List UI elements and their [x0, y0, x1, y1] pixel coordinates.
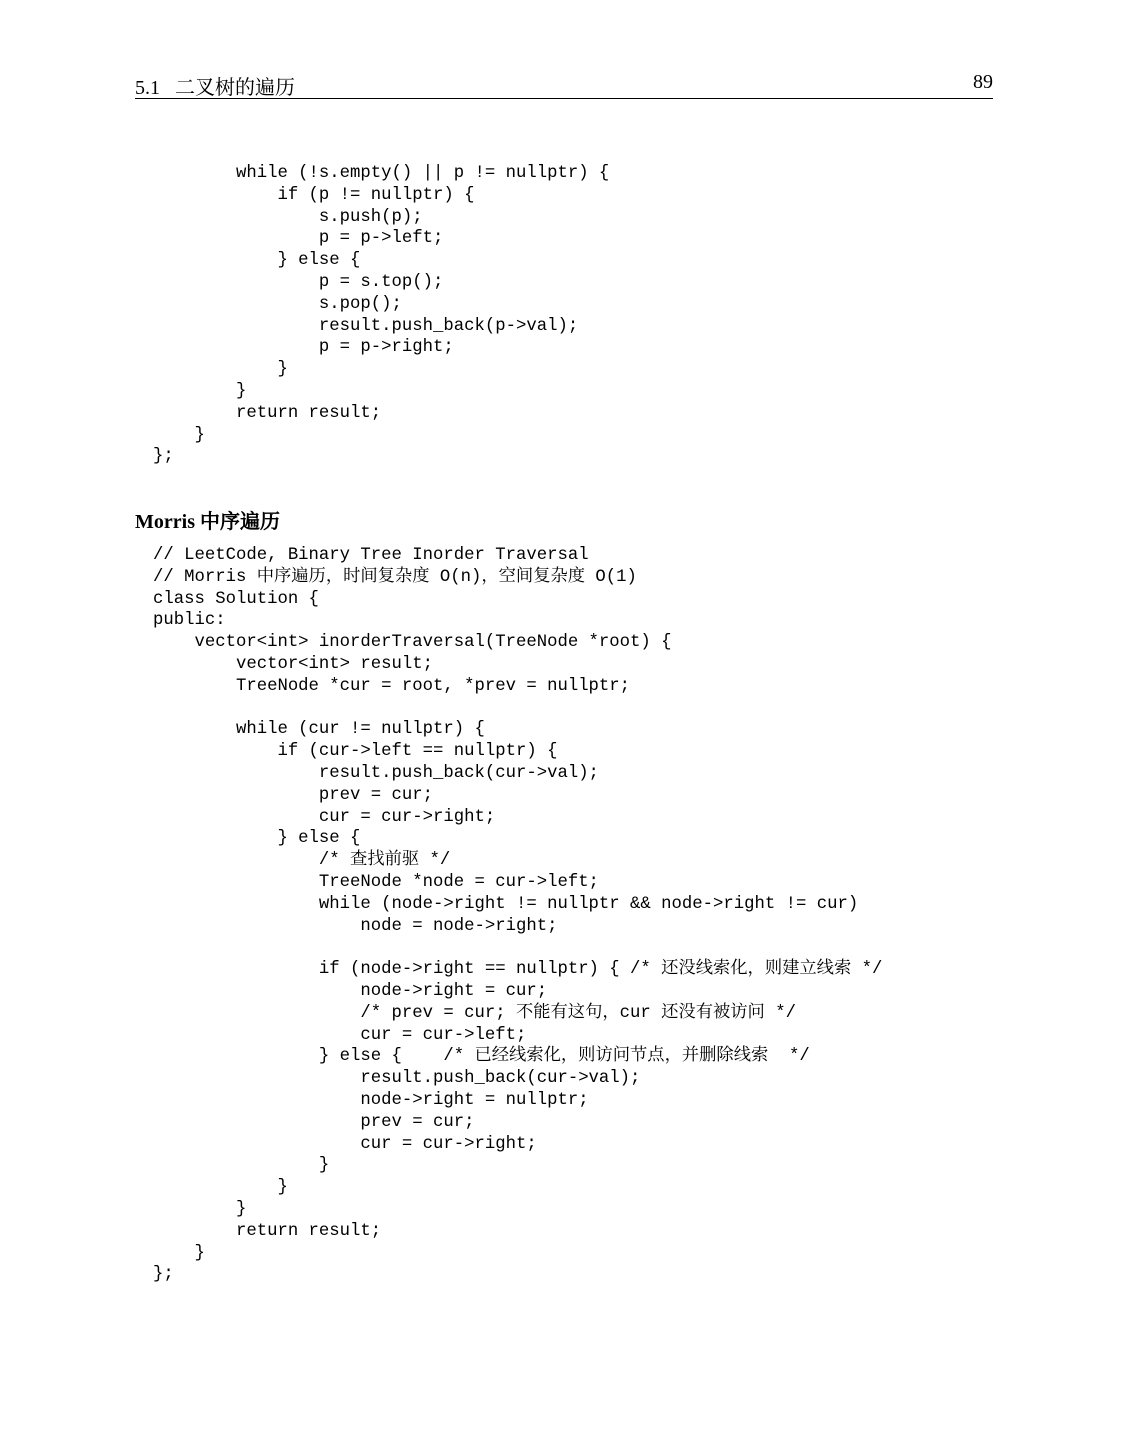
- code-block-inorder-iterative: [153, 163, 609, 468]
- code-line: } else { /* 已经线索化，则访问节点，并删除线索 */: [153, 1047, 810, 1067]
- page-number: 89: [973, 71, 993, 93]
- code-line: result.push_back(cur->val);: [153, 1069, 641, 1089]
- code-line: };: [153, 447, 174, 467]
- code-line: }: [153, 1178, 288, 1198]
- code-line: prev = cur;: [153, 1112, 475, 1132]
- code-line: node->right = nullptr;: [153, 1090, 589, 1110]
- code-line: class Solution {: [153, 589, 319, 609]
- code-line: }: [153, 1243, 205, 1263]
- running-header: [135, 66, 993, 99]
- code-line: result.push_back(cur->val);: [153, 763, 599, 783]
- code-line: while (node->right != nullptr && node->right != cur): [153, 894, 859, 914]
- code-line: vector<int> result;: [153, 654, 434, 674]
- code-line: TreeNode *cur = root, *prev = nullptr;: [153, 676, 631, 696]
- code-line: }: [153, 381, 247, 401]
- code-line: prev = cur;: [153, 785, 434, 805]
- section-reference: 5.1 二叉树的遍历: [135, 77, 295, 99]
- code-line: return result;: [153, 403, 382, 423]
- code-line: // LeetCode, Binary Tree Inorder Traversal: [153, 546, 589, 565]
- code-line: cur = cur->left;: [153, 1025, 527, 1045]
- code-line: /* prev = cur; 不能有这句，cur 还没有被访问 */: [153, 1003, 796, 1023]
- code-line: cur = cur->right;: [153, 807, 496, 827]
- code-line: }: [153, 425, 205, 445]
- code-line: }: [153, 1199, 247, 1219]
- code-line: p = p->left;: [153, 229, 444, 249]
- code-line: }: [153, 360, 288, 380]
- code-line: // Morris 中序遍历，时间复杂度 O(n)，空间复杂度 O(1): [153, 567, 637, 587]
- code-line: s.pop();: [153, 294, 402, 314]
- code-line: /* 查找前驱 */: [153, 851, 451, 871]
- code-line: node = node->right;: [153, 916, 558, 936]
- code-line: [153, 698, 882, 720]
- code-line: } else {: [153, 829, 361, 849]
- code-line: p = s.top();: [153, 272, 444, 292]
- code-line: p = p->right;: [153, 338, 454, 358]
- code-line: vector<int> inorderTraversal(TreeNode *root) {: [153, 633, 672, 653]
- code-block-morris-inorder: [153, 545, 882, 1286]
- code-line: while (!s.empty() || p != nullptr) {: [153, 164, 610, 183]
- section-title: Morris 中序遍历: [135, 511, 280, 533]
- code-line: return result;: [153, 1221, 382, 1241]
- code-line: s.push(p);: [153, 207, 423, 227]
- code-line: if (p != nullptr) {: [153, 185, 475, 205]
- code-line: TreeNode *node = cur->left;: [153, 872, 599, 892]
- code-line: };: [153, 1265, 174, 1285]
- code-line: if (node->right == nullptr) { /* 还没线索化，则建立线索 */: [153, 960, 883, 980]
- code-line: if (cur->left == nullptr) {: [153, 742, 558, 762]
- code-line: node->right = cur;: [153, 981, 548, 1001]
- code-line: cur = cur->right;: [153, 1134, 537, 1154]
- code-line: [153, 937, 882, 959]
- code-line: result.push_back(p->val);: [153, 316, 579, 336]
- code-line: public:: [153, 611, 226, 631]
- code-line: while (cur != nullptr) {: [153, 720, 485, 740]
- code-line: } else {: [153, 251, 361, 271]
- code-line: }: [153, 1156, 330, 1176]
